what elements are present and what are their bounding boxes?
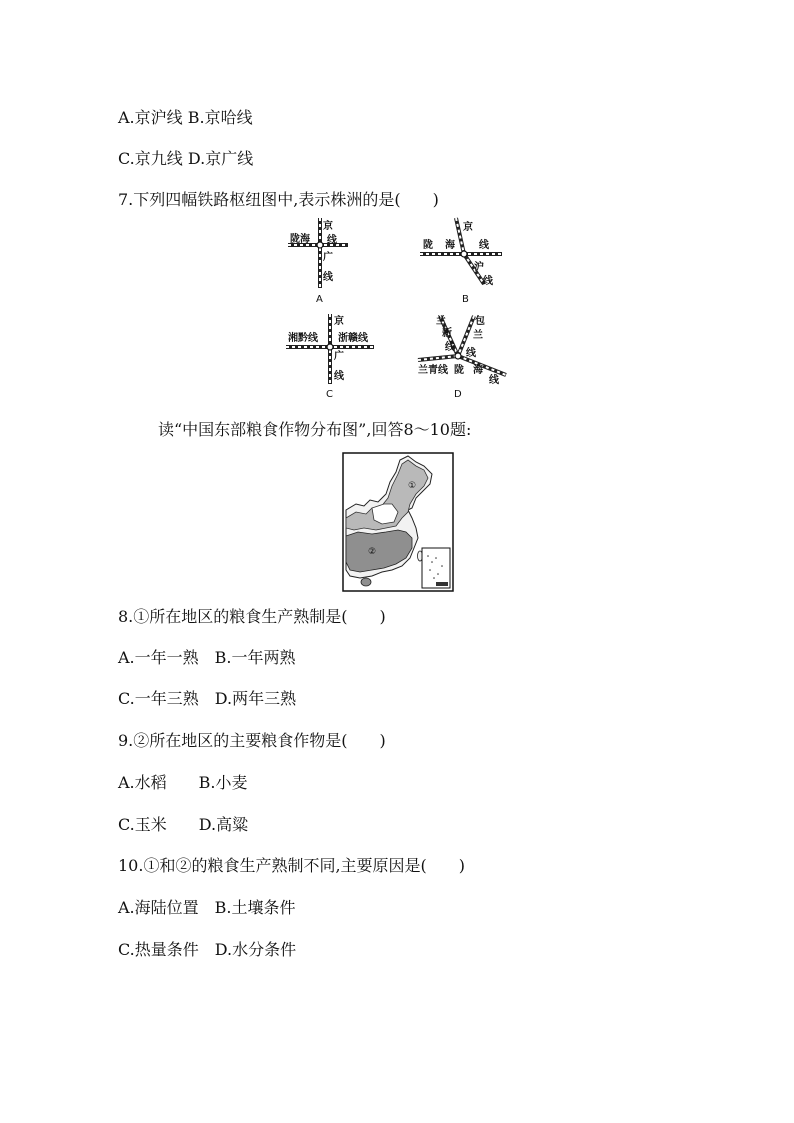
diagram-b-label: 线 — [483, 276, 493, 287]
diagram-c-label: 浙赣线 — [338, 333, 368, 344]
diagram-c-label: 湘黔线 — [288, 333, 318, 344]
diagram-a-label: 广 — [323, 252, 333, 263]
diagram-b-label: 陇 — [423, 240, 433, 251]
region-2-label: ② — [368, 547, 377, 557]
q10-options-cd: C.热量条件 D.水分条件 — [118, 940, 297, 959]
diagram-c-caption: C — [326, 389, 333, 400]
section-intro: 读“中国东部粮食作物分布图”,回答8～10题: — [158, 420, 472, 439]
diagram-d-label: 线 — [445, 342, 455, 353]
diagram-c-label: 线 — [334, 371, 344, 382]
diagram-b-label: 京 — [463, 222, 473, 233]
plain-block — [372, 504, 398, 524]
q8-stem: 8.①所在地区的粮食生产熟制是( ) — [118, 607, 386, 626]
junction-diagram-b — [420, 218, 502, 305]
diagram-a-label: 陇海 — [290, 234, 310, 245]
diagram-d-label: 包 — [475, 316, 485, 327]
diagram-a-label: 线 — [323, 272, 333, 283]
grain-crop-map — [342, 452, 454, 592]
diagram-d-caption: D — [454, 389, 462, 400]
q8-options-cd: C.一年三熟 D.两年三熟 — [118, 689, 297, 708]
diagram-b-label: 线 — [479, 240, 489, 251]
q7-stem: 7.下列四幅铁路枢纽图中,表示株洲的是( ) — [118, 190, 439, 209]
junction-diagram-a — [288, 218, 348, 305]
diagram-c-label: 京 — [334, 316, 344, 327]
diagram-a-caption: A — [316, 294, 323, 305]
q8-options-ab: A.一年一熟 B.一年两熟 — [118, 648, 296, 667]
diagram-a-label: 线 — [327, 235, 337, 246]
diagram-b-label: 海 — [445, 240, 455, 251]
diagram-c-label: 广 — [334, 351, 344, 362]
diagram-d-label: 新 — [442, 328, 452, 339]
diagram-a-label: 京 — [323, 221, 333, 232]
railway-junction-diagrams — [270, 212, 520, 402]
region-1-label: ① — [408, 481, 417, 491]
junction-diagram-c — [286, 314, 374, 400]
diagram-d-label: 陇 — [454, 365, 464, 376]
junction-diagram-d — [418, 314, 506, 400]
diagram-d-label: 线 — [466, 348, 476, 359]
diagram-d-label: 海 — [473, 365, 483, 376]
q9-stem: 9.②所在地区的主要粮食作物是( ) — [118, 731, 386, 750]
diagram-b-caption: B — [462, 294, 469, 305]
q6-options-cd: C.京九线 D.京广线 — [118, 149, 254, 168]
diagram-d-label: 兰 — [473, 330, 483, 341]
hainan-island — [361, 578, 371, 586]
q9-options-ab: A.水稻 B.小麦 — [118, 773, 248, 792]
diagram-d-label: 兰 — [436, 316, 446, 327]
q9-options-cd: C.玉米 D.高粱 — [118, 815, 249, 834]
diagram-b-label: 沪 — [474, 262, 484, 273]
diagram-d-label: 兰青线 — [418, 365, 448, 376]
q6-options-ab: A.京沪线 B.京哈线 — [118, 108, 253, 127]
diagram-d-label: 线 — [489, 375, 499, 386]
q10-options-ab: A.海陆位置 B.土壤条件 — [118, 898, 296, 917]
q10-stem: 10.①和②的粮食生产熟制不同,主要原因是( ) — [118, 856, 466, 875]
